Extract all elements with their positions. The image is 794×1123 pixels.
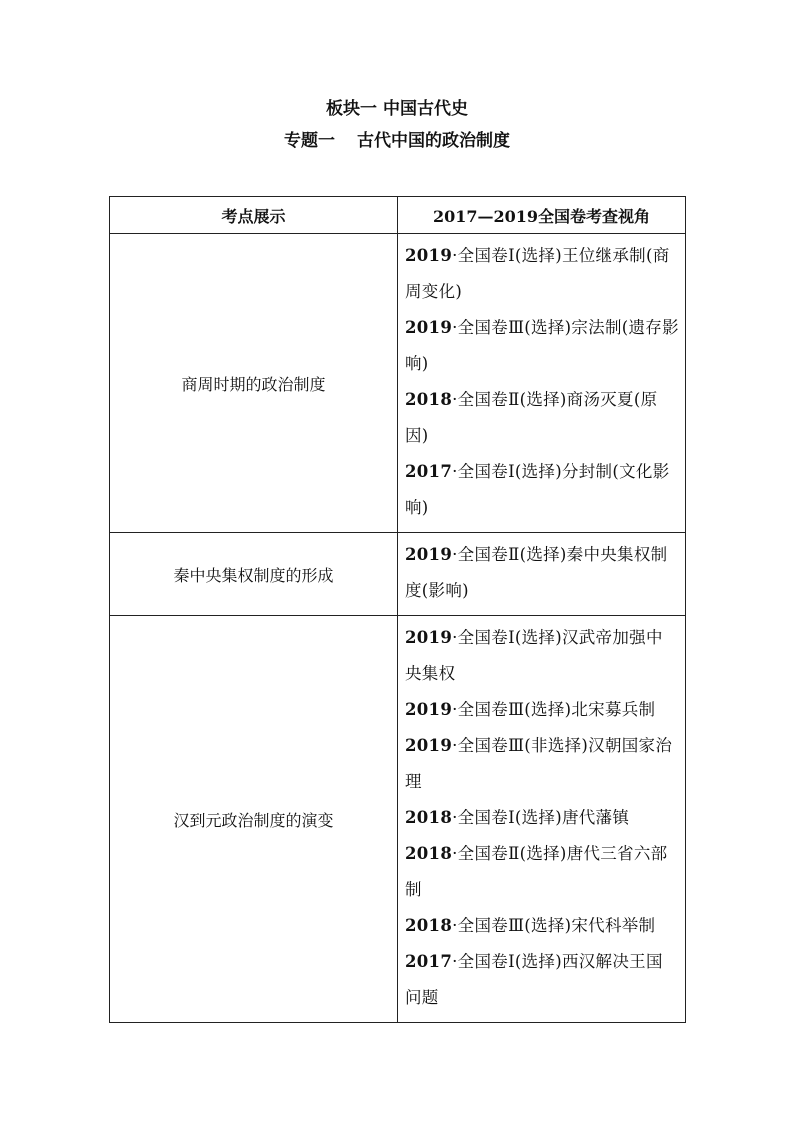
- heading: [0, 96, 794, 154]
- topic-name: 古代中国的政治制度: [357, 131, 510, 151]
- items-cell: [398, 533, 686, 616]
- exam-item: 2019·全国卷Ⅰ(选择)汉武帝加强中央集权: [405, 628, 663, 683]
- items-cell: [398, 616, 686, 1023]
- topic-title: [0, 128, 794, 154]
- table-row: [110, 533, 686, 616]
- exam-item: 2019·全国卷Ⅲ(选择)宗法制(遗存影响): [405, 318, 679, 373]
- table-row: [110, 234, 686, 533]
- table-row: [110, 616, 686, 1023]
- exam-item: 2017·全国卷Ⅰ(选择)西汉解决王国问题: [405, 952, 663, 1007]
- exam-item: 2018·全国卷Ⅱ(选择)商汤灭夏(原因): [405, 390, 658, 445]
- exam-item: 2019·全国卷Ⅱ(选择)秦中央集权制度(影响): [405, 545, 668, 600]
- items-cell: [398, 234, 686, 533]
- topic-cell: 汉到元政治制度的演变: [110, 616, 398, 1023]
- exam-item: 2018·全国卷Ⅲ(选择)宋代科举制: [405, 916, 656, 935]
- header-topic: 考点展示: [110, 197, 398, 234]
- exam-item: 2019·全国卷Ⅲ(非选择)汉朝国家治理: [405, 736, 673, 791]
- part-title: 板块一 中国古代史: [326, 99, 468, 119]
- exam-item: 2018·全国卷Ⅱ(选择)唐代三省六部制: [405, 844, 668, 899]
- exam-item: 2018·全国卷Ⅰ(选择)唐代藩镇: [405, 808, 630, 827]
- topic-cell: 商周时期的政治制度: [110, 234, 398, 533]
- topic-number: 专题一: [284, 131, 335, 151]
- table-header-row: [110, 197, 686, 234]
- exam-points-table: [109, 196, 686, 1023]
- exam-item: 2019·全国卷Ⅰ(选择)王位继承制(商周变化): [405, 246, 670, 301]
- exam-item: 2019·全国卷Ⅲ(选择)北宋募兵制: [405, 700, 656, 719]
- header-exam-view: 2017—2019全国卷考查视角: [398, 197, 686, 234]
- exam-item: 2017·全国卷Ⅰ(选择)分封制(文化影响): [405, 462, 670, 517]
- topic-cell: 秦中央集权制度的形成: [110, 533, 398, 616]
